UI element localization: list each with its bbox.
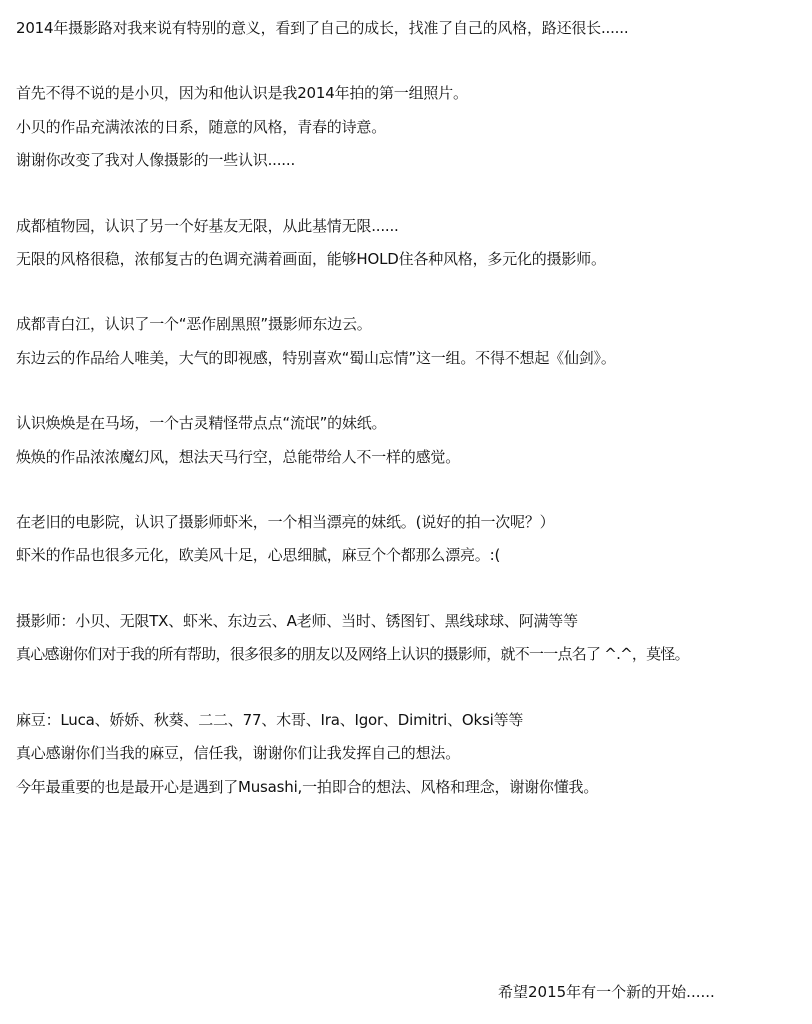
text-line: 在老旧的电影院，认识了摄影师虾米，一个相当漂亮的妹纸。(说好的拍一次呢？） — [16, 513, 555, 532]
article-body — [16, 12, 806, 836]
text-line: 今年最重要的也是最开心是遇到了Musashi,一拍即合的想法、风格和理念，谢谢你懂我。 — [16, 777, 599, 796]
paragraph-huanhuan — [16, 407, 806, 474]
paragraph-wuxian — [16, 210, 806, 277]
paragraph-photographers — [16, 605, 806, 672]
text-line: 虾米的作品也很多元化，欧美风十足，心思细腻，麻豆个个都那么漂亮。:( — [16, 546, 501, 565]
text-line: 焕焕的作品浓浓魔幻风，想法天马行空，总能带给人不一样的感觉。 — [16, 447, 461, 466]
text-line: 真心感谢你们对于我的所有帮助，很多很多的朋友以及网络上认识的摄影师，就不一一点名了 ^.^，莫怪。 — [16, 645, 689, 664]
paragraph-models — [16, 704, 806, 804]
text-line: 2014年摄影路对我来说有特别的意义，看到了自己的成长，找准了自己的风格，路还很长...... — [16, 19, 629, 37]
text-line: 小贝的作品充满浓浓的日系，随意的风格，青春的诗意。 — [16, 117, 387, 136]
text-line: 首先不得不说的是小贝，因为和他认识是我2014年拍的第一组照片。 — [16, 84, 468, 103]
text-line: 麻豆：Luca、娇娇、秋葵、二二、77、木哥、Ira、Igor、Dimitri、Oksi等等 — [16, 710, 524, 729]
paragraph-dongbianyun — [16, 308, 806, 375]
text-line: 认识焕焕是在马场，一个古灵精怪带点点“流氓”的妹纸。 — [16, 414, 387, 433]
text-line: 真心感谢你们当我的麻豆，信任我，谢谢你们让我发挥自己的想法。 — [16, 744, 461, 763]
text-line: 摄影师：小贝、无限TX、虾米、东边云、A老师、当时、锈图钉、黑线球球、阿满等等 — [16, 611, 578, 630]
text-line: 成都植物园，认识了另一个好基友无限，从此基情无限...... — [16, 216, 399, 235]
text-line: 无限的风格很稳，浓郁复古的色调充满着画面，能够HOLD住各种风格，多元化的摄影师。 — [16, 250, 606, 269]
text-line: 东边云的作品给人唯美，大气的即视感，特别喜欢“蜀山忘情”这一组。不得不想起《仙剑》。 — [16, 348, 616, 367]
paragraph-xiaobei — [16, 77, 806, 177]
paragraph-xiami — [16, 506, 806, 573]
text-line: 成都青白江，认识了一个“恶作剧黑照”摄影师东边云。 — [16, 315, 372, 334]
text-line: 谢谢你改变了我对人像摄影的一些认识...... — [16, 151, 296, 170]
paragraph-intro — [16, 12, 806, 45]
closing-line: 希望2015年有一个新的开始...... — [498, 983, 715, 1001]
